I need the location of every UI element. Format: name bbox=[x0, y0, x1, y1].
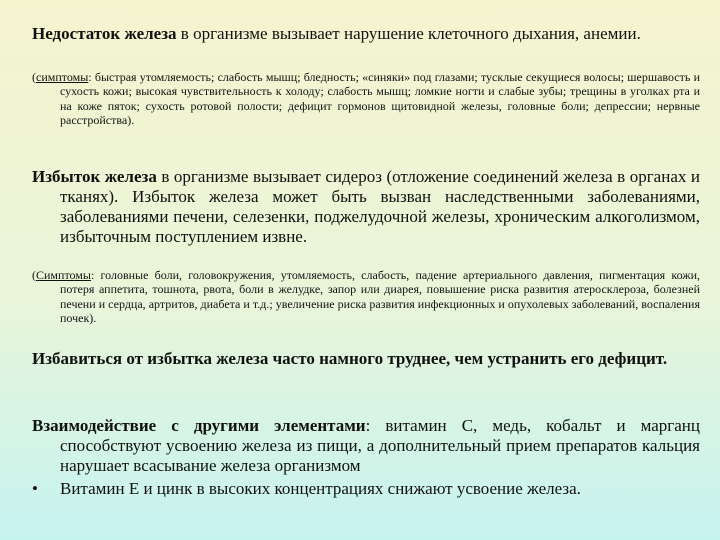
open-paren: ( bbox=[32, 70, 36, 84]
interaction-text: : витамин С, медь, кобальт и марганц способствуют усвоению железа из пищи, а дополнительный прием препаратов кальция нарушает всасывание железа организмом bbox=[60, 416, 701, 475]
excess-difficulty-statement: Избавиться от избытка железа часто намного труднее, чем устранить его дефицит. bbox=[32, 349, 668, 368]
interaction-heading: Взаимодействие с другими элементами bbox=[32, 416, 366, 435]
iron-excess-text: в организме вызывает сидероз (отложение соединений железа в органах и тканях). Избыток железа может быть вызван наследственными заболеваниями, заболеваниями печени, селезенки, поджелудочной железы, хроническим алкоголизмом, избыточным поступлением извне. bbox=[60, 167, 700, 246]
excess-symptoms-text: : головные боли, головокружения, утомляемость, слабость, падение артериального давления, пигментация кожи, потеря аппетита, тошнота, рвота, боли в желудке, запор или диарея, повышение риска развития атеросклероза, болезней печени и сердца, артритов, диабета и т.д.; увеличение риска развития инфекционных и опухолевых заболеваний, воспаления почек). bbox=[60, 268, 700, 326]
iron-excess-paragraph bbox=[32, 167, 700, 247]
deficiency-symptoms-text: : быстрая утомляемость; слабость мышц; бледность; «синяки» под глазами; тусклые секущиеся волосы; шершавость и сухость кожи; высокая чувствительность к холоду; слабость мышц; ломкие ногти и слабые зубы; трещины в уголках рта и на коже пяток; сухость ротовой полости; дефицит гормонов щитовидной железы, головные боли; депрессии; нервные расстройства). bbox=[60, 70, 700, 128]
symptoms-link[interactable]: симптомы bbox=[36, 70, 89, 84]
bullet-marker: • bbox=[32, 479, 38, 498]
iron-deficiency-text: в организме вызывает нарушение клеточного дыхания, анемии. bbox=[176, 24, 641, 43]
interaction-paragraph bbox=[32, 416, 700, 476]
open-paren: ( bbox=[32, 268, 36, 282]
excess-symptoms-link[interactable]: Симптомы bbox=[36, 268, 91, 282]
iron-deficiency-paragraph bbox=[32, 24, 700, 44]
vitamin-e-zinc-bullet: Витамин Е и цинк в высоких концентрациях снижают усвоение железа. bbox=[60, 479, 581, 498]
iron-excess-heading: Избыток железа bbox=[32, 167, 157, 186]
excess-symptoms-paragraph bbox=[32, 268, 700, 326]
deficiency-symptoms-paragraph bbox=[32, 70, 700, 128]
iron-deficiency-heading: Недостаток железа bbox=[32, 24, 177, 43]
